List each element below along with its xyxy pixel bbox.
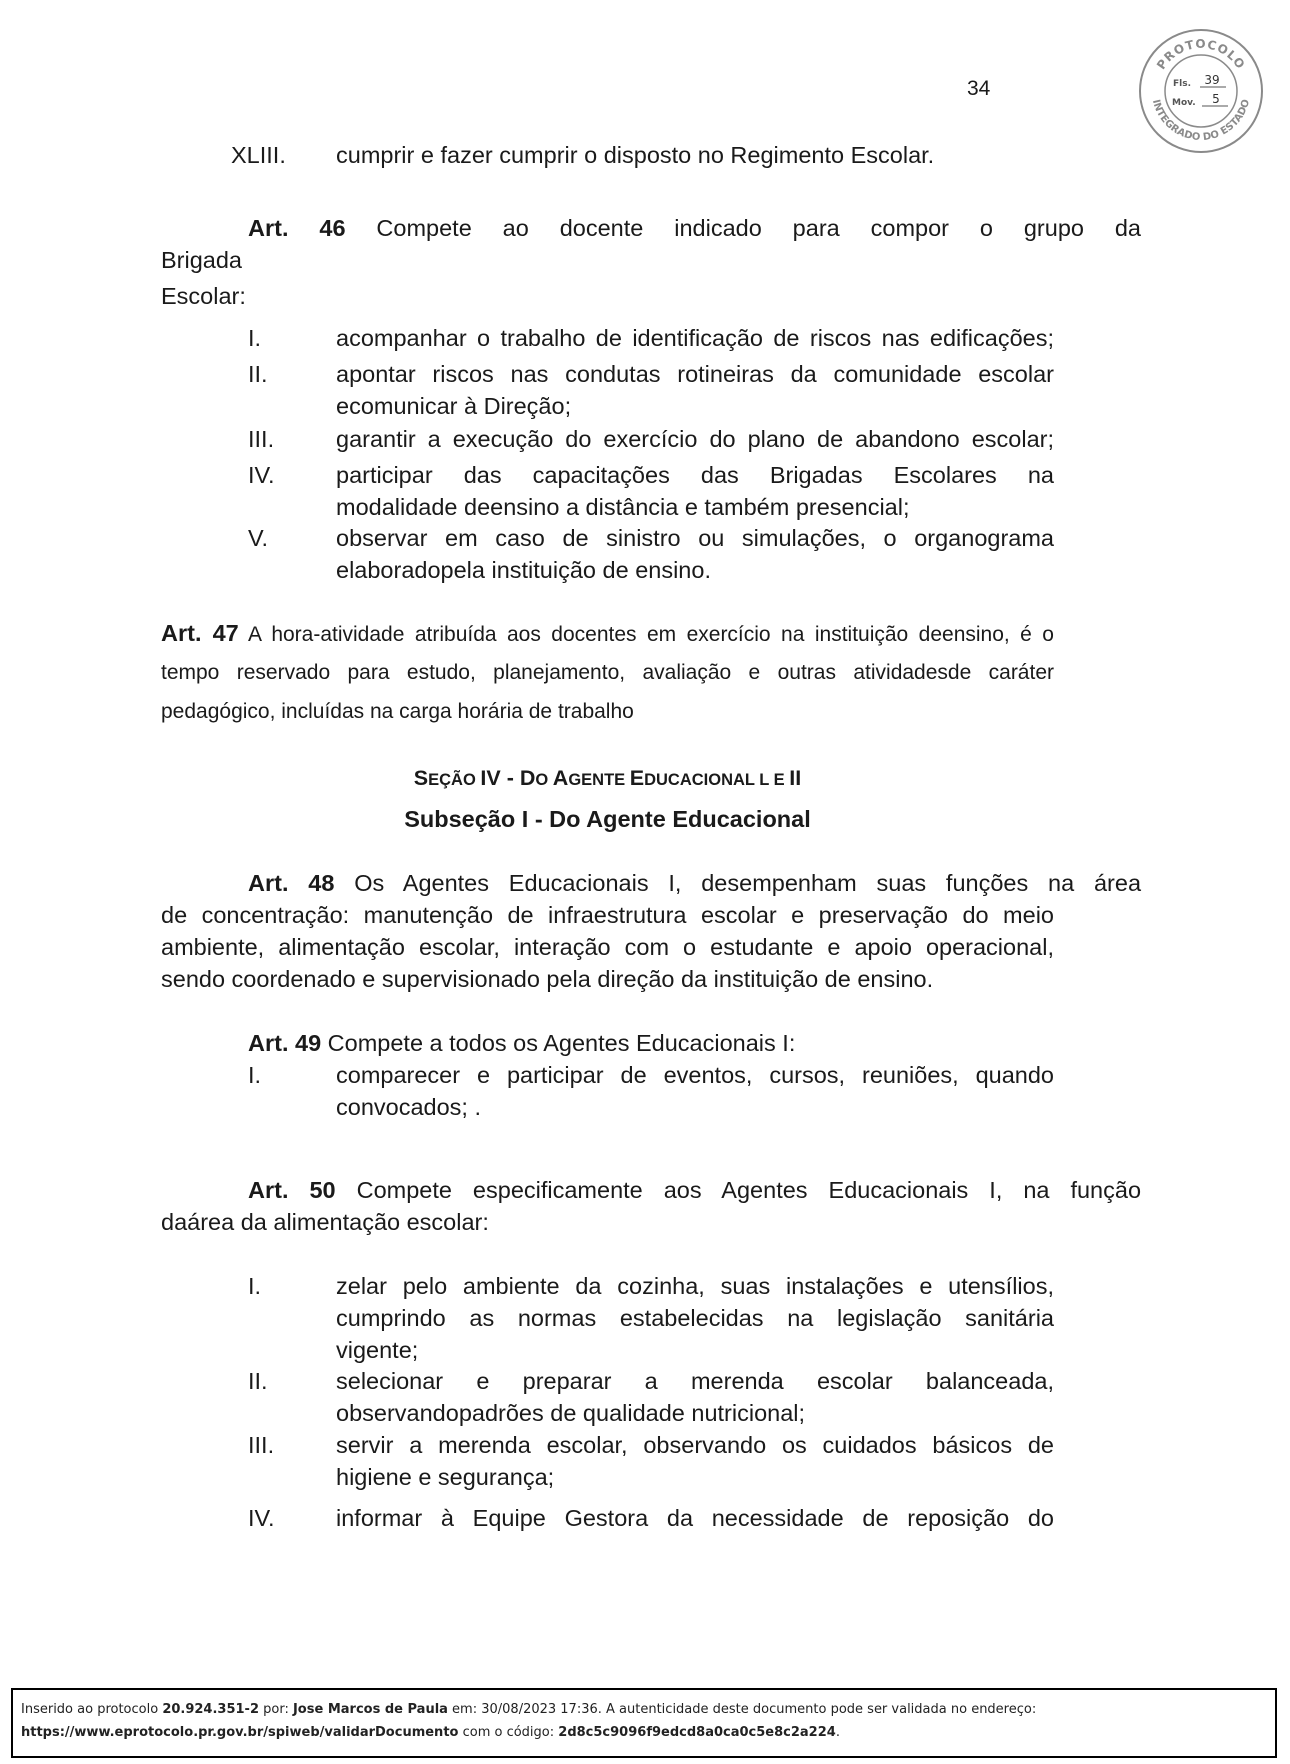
art46-line2: Brigada [161, 247, 242, 273]
inserted-by-name: Jose Marcos de Paula [292, 1702, 448, 1717]
item-text: cumprir e fazer cumprir o disposto no Regimento Escolar. [336, 142, 935, 168]
item-number: XLIII. [231, 142, 286, 168]
page-number: 34 [967, 77, 991, 100]
stamp-fls-value: 39 [1204, 73, 1220, 87]
protocol-stamp [1138, 28, 1264, 154]
art47-line2: tempo reservado para estudo, planejamento, avaliação e outras atividadesde caráter [161, 661, 1054, 684]
art50-line2: daárea da alimentação escolar: [161, 1209, 489, 1235]
art46-line3: Escolar: [161, 283, 246, 309]
art46-line1: Art. 46 Compete ao docente indicado para compor o grupo da [248, 215, 1141, 241]
footer-line1: Inserido ao protocolo 20.924.351-2 por: Jose Marcos de Paula em: 30/08/2023 17:36. A autenticidade deste documento pode ser validada no endereço: [21, 1702, 1037, 1717]
art50-label: Art. 50 [248, 1177, 336, 1203]
art48-line2: de concentração: manutenção de infraestrutura escolar e preservação do meio [161, 902, 1054, 928]
art49-line1: Art. 49 Compete a todos os Agentes Educacionais I: [248, 1030, 796, 1056]
art48-line3: ambiente, alimentação escolar, interação com o estudante e apoio operacional, [161, 934, 1054, 960]
stamp-top-text: PROTOCOLO [1153, 37, 1248, 73]
footer-line2: https://www.eprotocolo.pr.gov.br/spiweb/validarDocumento com o código: 2d8c5c9096f9edcd8a0ca0c5e8c2a224. [21, 1725, 840, 1740]
art48-label: Art. 48 [248, 870, 335, 896]
authentication-footer [11, 1688, 1277, 1758]
protocol-number: 20.924.351-2 [162, 1702, 259, 1717]
art47-line1: Art. 47 A hora-atividade atribuída aos docentes em exercício na instituição deensino, é o [161, 620, 1054, 646]
art49-label: Art. 49 [248, 1030, 322, 1056]
art47-label: Art. 47 [161, 620, 239, 646]
art47-line3: pedagógico, incluídas na carga horária de trabalho [161, 700, 634, 723]
stamp-mov-label: Mov. [1172, 98, 1196, 108]
subsection-title: Subseção I - Do Agente Educacional [404, 806, 811, 832]
stamp-bottom-text: INTEGRADO DO ESTADO [1149, 98, 1253, 144]
art48-line4: sendo coordenado e supervisionado pela direção da instituição de ensino. [161, 966, 934, 992]
validation-code: 2d8c5c9096f9edcd8a0ca0c5e8c2a224 [558, 1725, 836, 1740]
svg-text:INTEGRADO DO ESTADO [1150, 98, 1252, 143]
stamp-mov-value: 5 [1212, 92, 1220, 106]
art50-line1: Art. 50 Compete especificamente aos Agentes Educacionais I, na função [248, 1177, 1142, 1203]
section-title: SEÇÃO IV - DO AGENTE EDUCACIONAL L E II [413, 766, 802, 790]
stamp-fls-label: Fls. [1173, 79, 1192, 89]
art46-label: Art. 46 [248, 215, 346, 241]
validation-url[interactable]: https://www.eprotocolo.pr.gov.br/spiweb/validarDocumento [21, 1725, 459, 1740]
art48-line1: Art. 48 Os Agentes Educacionais I, desempenham suas funções na área [248, 870, 1142, 896]
